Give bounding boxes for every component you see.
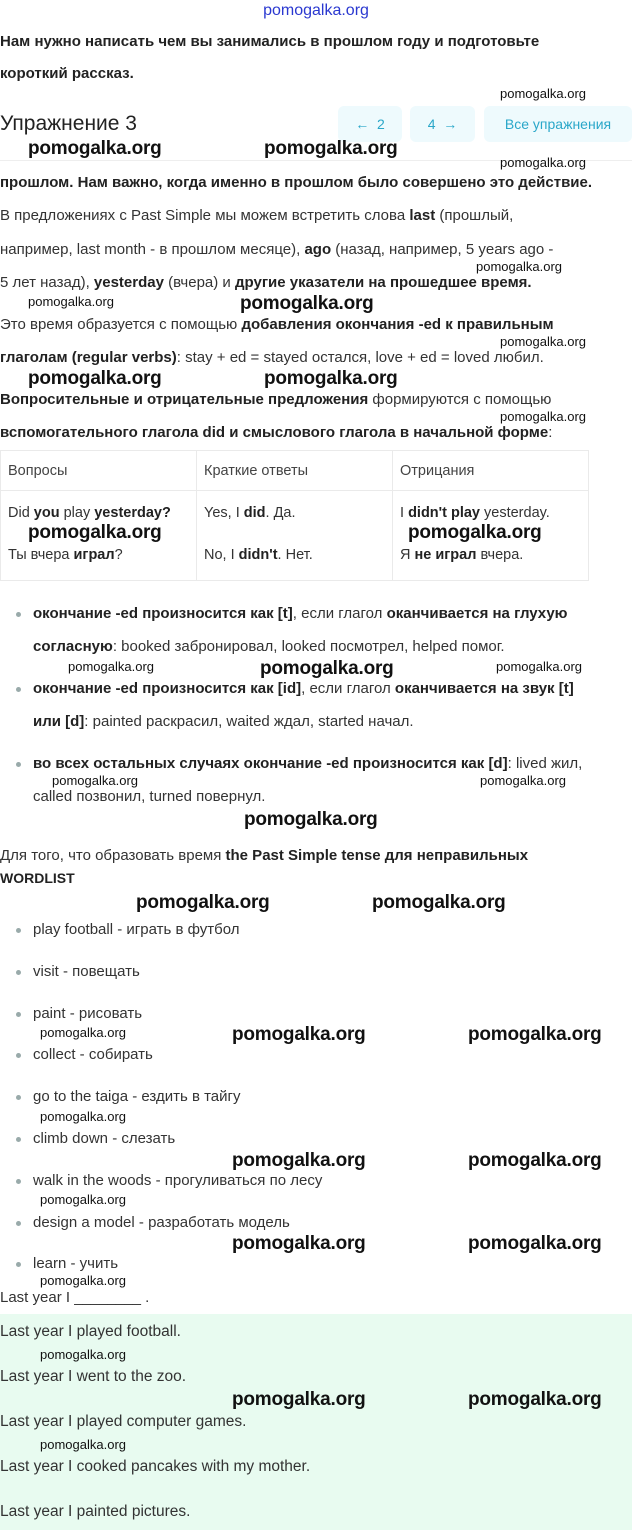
watermark: pomogalka.org (232, 1233, 366, 1254)
answer-line: Last year I painted pictures. (0, 1503, 191, 1520)
watermark: pomogalka.org (232, 1150, 366, 1171)
watermark: pomogalka.org (40, 1109, 126, 1124)
rule-line: согласную: booked забронировал, looked посмотрел, helped помог. (33, 638, 505, 655)
watermark: pomogalka.org (68, 659, 154, 674)
rule-line: или [d]: painted раскрасил, waited ждал, started начал. (33, 713, 414, 730)
watermark: pomogalka.org (40, 1347, 126, 1362)
table-cell-line: I didn't play yesterday. (400, 505, 550, 521)
divider (0, 160, 632, 161)
grammar-table (0, 450, 589, 581)
watermark: pomogalka.org (28, 522, 162, 543)
site-watermark: pomogalka.org (263, 2, 369, 19)
arrow-left-icon: ← (355, 116, 377, 132)
bullet-icon (16, 1012, 21, 1017)
next-exercise-button[interactable]: 4 → (410, 106, 475, 142)
bullet-icon (16, 970, 21, 975)
bullet-icon (16, 928, 21, 933)
watermark: pomogalka.org (468, 1150, 602, 1171)
wordlist-item: design a model - разработать модель (33, 1213, 290, 1231)
theory-line: вспомогательного глагола did и смыслового глагола в начальной форме: (0, 424, 553, 441)
watermark: pomogalka.org (232, 1024, 366, 1045)
wordlist-item: climb down - слезать (33, 1130, 176, 1147)
prompt: Last year I ________ . (0, 1289, 150, 1306)
theory-line: например, last month - в прошлом месяце), ago (назад, например, 5 years ago - (0, 241, 554, 258)
table-cell (197, 491, 393, 581)
watermark: pomogalka.org (496, 659, 582, 674)
wordlist-item: visit - повещать (33, 962, 140, 980)
watermark: pomogalka.org (408, 522, 542, 543)
table-header: Вопросы (1, 451, 197, 491)
table-cell-line: Я не играл вчера. (400, 547, 524, 563)
table-cell-line: Yes, I did. Да. (204, 505, 296, 521)
bullet-icon (16, 687, 21, 692)
watermark: pomogalka.org (40, 1025, 126, 1040)
bullet-icon (16, 1137, 21, 1142)
wordlist-item: learn - учить (33, 1255, 119, 1273)
table-cell (393, 491, 589, 581)
prev-exercise-button[interactable]: ← 2 (338, 106, 402, 142)
watermark: pomogalka.org (500, 334, 586, 349)
watermark: pomogalka.org (240, 293, 374, 314)
watermark: pomogalka.org (468, 1233, 602, 1254)
bullet-icon (16, 612, 21, 617)
theory-line: Вопросительные и отрицательные предложения формируются с помощью (0, 391, 552, 408)
watermark: pomogalka.org (500, 86, 586, 101)
bullet-icon (16, 1179, 21, 1184)
rule-line: called позвонил, turned повернул. (33, 788, 266, 805)
watermark: pomogalka.org (232, 1389, 366, 1410)
theory-line: В предложениях с Past Simple мы можем встретить слова last (прошлый, (0, 207, 514, 224)
wordlist-item: walk in the woods - прогуливаться по лесу (33, 1171, 323, 1189)
watermark: pomogalka.org (480, 773, 566, 788)
watermark: pomogalka.org (264, 368, 398, 389)
table-cell-line: Did you play yesterday? (8, 505, 171, 521)
bullet-icon (16, 1221, 21, 1226)
watermark: pomogalka.org (28, 294, 114, 309)
theory-line: прошлом. Нам важно, когда именно в прошлом было совершено это действие. (0, 174, 593, 191)
watermark: pomogalka.org (372, 892, 506, 913)
table-header: Краткие ответы (197, 451, 393, 491)
watermark: pomogalka.org (52, 773, 138, 788)
watermark: pomogalka.org (40, 1192, 126, 1207)
watermark: pomogalka.org (468, 1024, 602, 1045)
theory-line: глаголам (regular verbs): stay + ed = stayed остался, love + ed = loved любил. (0, 349, 544, 366)
all-exercises-button[interactable]: Все упражнения (484, 106, 632, 142)
theory-line: Это время образуется с помощью добавления окончания -ed к правильным (0, 316, 554, 333)
wordlist-item: go to the taiga - ездить в тайгу (33, 1088, 241, 1106)
bullet-icon (16, 1053, 21, 1058)
wordlist-title: WORDLIST (0, 870, 75, 886)
answer-line: Last year I went to the zoo. (0, 1368, 187, 1385)
answer-line: Last year I played football. (0, 1323, 181, 1340)
watermark: pomogalka.org (40, 1437, 126, 1452)
bullet-icon (16, 1262, 21, 1267)
arrow-right-icon: → (435, 116, 458, 132)
watermark: pomogalka.org (476, 259, 562, 274)
watermark: pomogalka.org (40, 1273, 126, 1288)
bullet-icon (16, 1095, 21, 1100)
watermark: pomogalka.org (500, 155, 586, 170)
wordlist-item: play football - играть в футбол (33, 921, 240, 938)
rule-line: окончание -ed произносится как [id], если глагол оканчивается на звук [t] (33, 680, 574, 697)
wordlist-item: paint - рисовать (33, 1004, 143, 1022)
watermark: pomogalka.org (136, 892, 270, 913)
answer-line: Last year I played computer games. (0, 1413, 247, 1430)
watermark: pomogalka.org (500, 409, 586, 424)
table-cell-line: No, I didn't. Нет. (204, 547, 313, 563)
watermark: pomogalka.org (28, 368, 162, 389)
intro-line: короткий рассказ. (0, 65, 134, 82)
bullet-icon (16, 762, 21, 767)
rule-line: во всех остальных случаях окончание -ed произносится как [d]: lived жил, (33, 755, 583, 772)
wordlist-item: collect - собирать (33, 1046, 153, 1064)
table-cell (1, 491, 197, 581)
answer-line: Last year I cooked pancakes with my mother. (0, 1458, 311, 1475)
watermark: pomogalka.org (264, 138, 398, 159)
intro-line: Нам нужно написать чем вы занимались в прошлом году и подготовьте (0, 33, 540, 50)
irregular-text: Для того, что образовать время the Past Simple tense для неправильных (0, 847, 529, 864)
table-header: Отрицания (393, 451, 589, 491)
watermark: pomogalka.org (260, 658, 394, 679)
watermark: pomogalka.org (468, 1389, 602, 1410)
page-title: Упражнение 3 (0, 112, 137, 135)
table-cell-line: Ты вчера играл? (8, 547, 123, 563)
watermark: pomogalka.org (28, 138, 162, 159)
rule-line: окончание -ed произносится как [t], если глагол оканчивается на глухую (33, 605, 568, 622)
theory-line: 5 лет назад), yesterday (вчера) и другие указатели на прошедшее время. (0, 274, 532, 291)
watermark: pomogalka.org (244, 809, 378, 830)
